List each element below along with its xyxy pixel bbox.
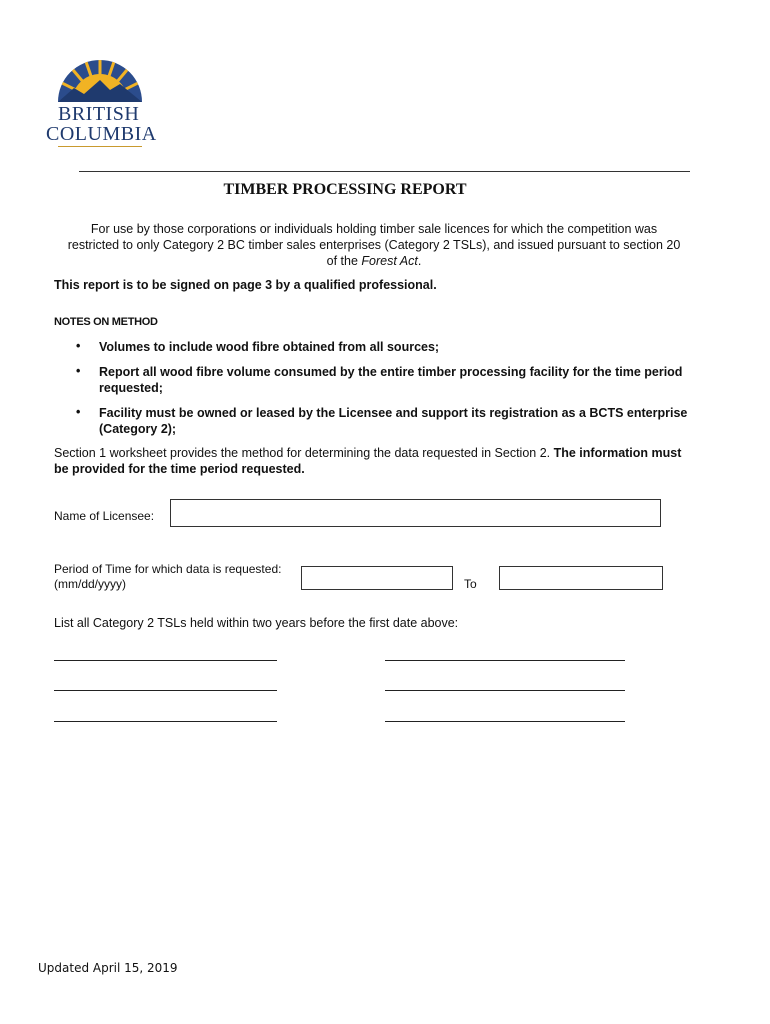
licensee-name-label: Name of Licensee: (54, 509, 155, 523)
tsl-list-label: List all Category 2 TSLs held within two years before the first date above: (54, 616, 459, 630)
period-from-field[interactable] (301, 566, 453, 590)
updated-date: Updated April 15, 2019 (38, 961, 178, 975)
bullet-glyph: • (76, 364, 81, 378)
intro-paragraph (64, 221, 684, 269)
page-title-text: TIMBER PROCESSING REPORT (223, 181, 467, 198)
period-label-line1: Period of Time for which data is requested: (54, 562, 282, 576)
bullet-glyph: • (76, 405, 81, 419)
page-title (0, 181, 690, 199)
section-note-bold: The information must be provided for the time period requested. (54, 446, 682, 476)
tsl-entry-line[interactable] (385, 660, 625, 661)
sign-note: This report is to be signed on page 3 by a qualified professional. (54, 278, 437, 292)
logo-text-columbia: COLUMBIA (46, 123, 157, 145)
note-item: Volumes to include wood fibre obtained from all sources; (99, 340, 440, 354)
period-to-field[interactable] (499, 566, 663, 590)
period-label (54, 562, 281, 592)
note-item: Report all wood fibre volume consumed by the entire timber processing facility for the time period requested; (99, 365, 683, 395)
intro-end: . (417, 254, 422, 268)
tsl-entry-line[interactable] (54, 721, 277, 722)
period-label-line2: (mm/dd/yyyy) (54, 577, 126, 591)
notes-heading: NOTES ON METHOD (54, 316, 158, 328)
logo-underline (58, 146, 142, 147)
tsl-entry-line[interactable] (385, 721, 625, 722)
header-divider (79, 171, 690, 172)
tsl-entry-line[interactable] (385, 690, 625, 691)
tsl-entry-line[interactable] (54, 660, 277, 661)
licensee-name-field[interactable] (170, 499, 661, 527)
section-note-plain: Section 1 worksheet provides the method for determining the data requested in Section 2. (54, 446, 554, 460)
forest-act-text: Forest Act (361, 254, 418, 268)
section-note (54, 445, 694, 477)
intro-text: For use by those corporations or individuals holding timber sale licences for which the competition was restricted to only Category 2 BC timber sales enterprises (Category 2 TSLs), and issued pursuant to section 20 of the (67, 222, 681, 268)
tsl-entry-line[interactable] (54, 690, 277, 691)
note-item: Facility must be owned or leased by the Licensee and support its registration as a BCTS enterprise (Category 2); (99, 406, 688, 436)
bullet-glyph: • (76, 339, 81, 353)
to-label: To (464, 577, 477, 591)
logo-text-british: BRITISH (58, 103, 140, 125)
